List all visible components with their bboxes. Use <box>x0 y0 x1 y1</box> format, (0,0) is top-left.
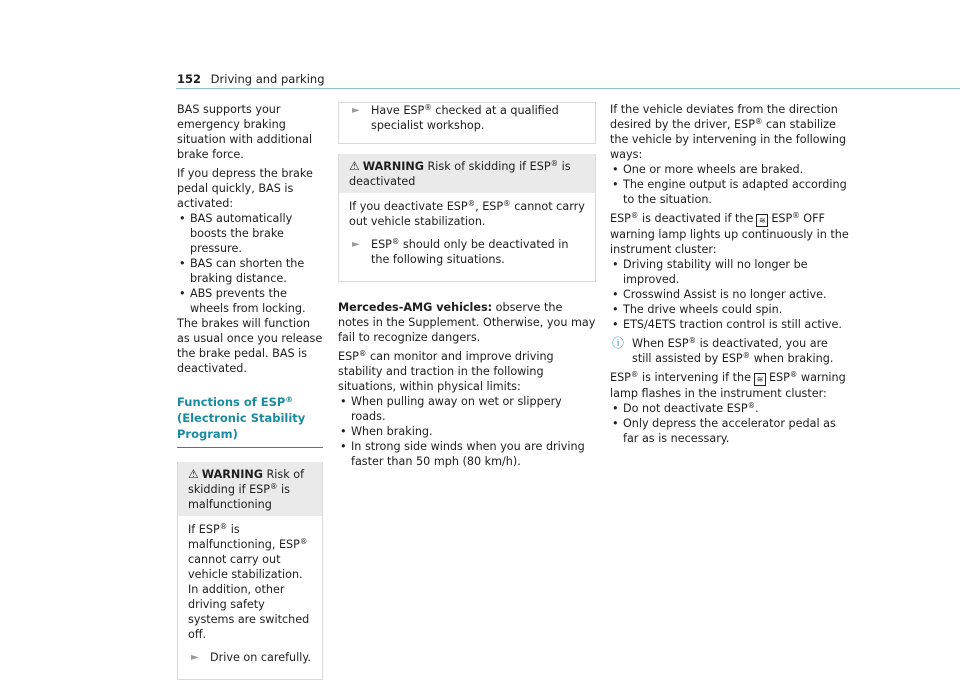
amg-note <box>338 300 596 345</box>
esp-off-icon: ≋ <box>756 214 768 227</box>
esp-intervening-actions <box>610 401 850 446</box>
warning-body: If you deactivate ESP®, ESP® cannot carry out vehicle stabilization. <box>349 199 585 228</box>
esp-off-effects <box>610 257 850 332</box>
list-item: • Driving stability will no longer be improved. <box>610 257 850 287</box>
warning-title: Risk of skidding if ESP® is malfunctioning <box>188 468 305 511</box>
warning-triangle-icon: ⚠ <box>349 159 360 173</box>
warning-body-wrap <box>339 193 595 281</box>
list-item: • The drive wheels could spin. <box>610 302 850 317</box>
info-note <box>610 336 850 366</box>
list-item: • BAS can shorten the braking distance. <box>177 256 323 286</box>
list-item: • One or more wheels are braked. <box>610 162 850 177</box>
column-3 <box>610 102 850 446</box>
list-item: • Only depress the accelerator pedal as far as is necessary. <box>610 416 850 446</box>
warning-word: WARNING <box>362 160 424 173</box>
page-header <box>177 72 325 87</box>
warning-header <box>339 154 595 193</box>
esp-situations <box>338 394 596 469</box>
step-box-top <box>338 102 596 144</box>
column-2 <box>338 102 596 469</box>
esp-monitor: ESP® can monitor and improve driving stability and traction in the following situations, within physical limits: <box>338 349 554 393</box>
esp-deviation: If the vehicle deviates from the direction desired by the driver, ESP® can stabilize the vehicle by intervening in the following ways: <box>610 103 847 161</box>
bas-bullets <box>177 211 323 316</box>
step-arrow-icon: ► <box>191 652 199 663</box>
step-text: Drive on carefully. <box>210 651 311 664</box>
list-item: • When pulling away on wet or slippery roads. <box>338 394 596 424</box>
warning-step <box>188 650 314 665</box>
bas-intro: BAS supports your emergency braking situation with additional brake force. <box>177 103 313 161</box>
step-box-body <box>339 103 595 143</box>
list-item: • ETS/4ETS traction control is still active. <box>610 317 850 332</box>
warning-body: If ESP® is malfunctioning, ESP® cannot carry out vehicle stabilization. In addition, other driving safety systems are switched off. <box>188 522 310 641</box>
esp-section-title: Functions of ESP® (Electronic Stability Program) <box>177 395 306 441</box>
warning-step <box>349 237 587 267</box>
amg-label: Mercedes-AMG vehicles: <box>338 301 493 314</box>
warning-triangle-icon: ⚠ <box>188 467 199 481</box>
bas-activation: If you depress the brake pedal quickly, BAS is activated: <box>177 167 313 210</box>
esp-warning-icon: ≋ <box>754 373 766 386</box>
header-rule <box>176 88 960 89</box>
warning-box-malfunction <box>177 462 323 680</box>
list-item: • Do not deactivate ESP®. <box>610 401 850 416</box>
esp-off-lamp: ESP® is deactivated if the ≋ ESP® OFF warning lamp lights up continuously in the instrument cluster: <box>610 211 849 256</box>
warning-box-deactivated <box>338 154 596 282</box>
warning-header <box>178 462 322 516</box>
warning-word: WARNING <box>201 468 263 481</box>
step-text: Have ESP® checked at a qualified specialist workshop. <box>371 103 559 132</box>
info-text: When ESP® is deactivated, you are still assisted by ESP® when braking. <box>632 336 834 365</box>
list-item: • ABS prevents the wheels from locking. <box>177 286 323 316</box>
list-item: • BAS automatically boosts the brake pressure. <box>177 211 323 256</box>
column-1 <box>177 102 323 680</box>
list-item: • In strong side winds when you are driving faster than 50 mph (80 km/h). <box>338 439 596 469</box>
warning-body-wrap <box>178 516 322 679</box>
warning-title: Risk of skidding if ESP® is deactivated <box>349 159 571 188</box>
step-arrow-icon: ► <box>352 239 360 250</box>
esp-intervening: ESP® is intervening if the ≋ ESP® warning lamp flashes in the instrument cluster: <box>610 370 846 400</box>
bas-release: The brakes will function as usual once you release the brake pedal. BAS is deactivated. <box>177 317 323 375</box>
page-number: 152 <box>177 72 202 86</box>
step-check <box>349 103 587 133</box>
amg-text: observe the notes in the Supplement. Otherwise, you may fail to recognize dangers. <box>338 301 596 344</box>
info-icon: ⓘ <box>612 336 625 350</box>
step-arrow-icon: ► <box>352 105 360 116</box>
section-title-header: Driving and parking <box>210 72 325 86</box>
step-text: ESP® should only be deactivated in the following situations. <box>371 237 569 266</box>
list-item: • The engine output is adapted according to the situation. <box>610 177 850 207</box>
list-item: • When braking. <box>338 424 596 439</box>
esp-ways <box>610 162 850 207</box>
list-item: • Crosswind Assist is no longer active. <box>610 287 850 302</box>
